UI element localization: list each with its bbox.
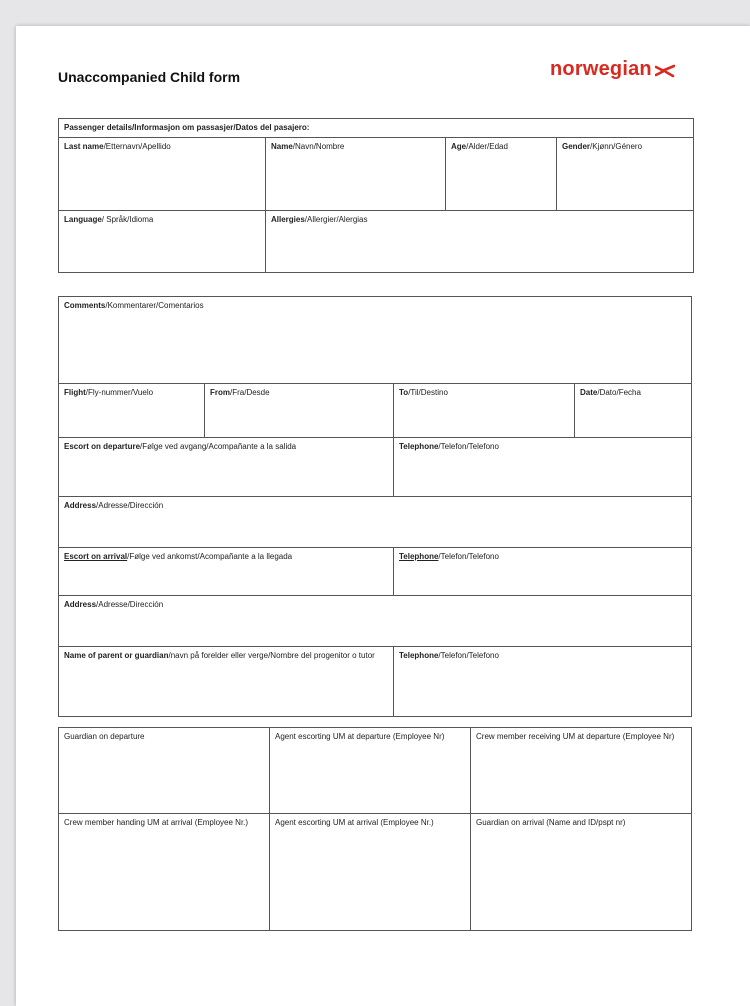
- form-title: Unaccompanied Child form: [58, 69, 241, 85]
- comments-field[interactable]: Comments/Kommentarer/Comentarios: [64, 301, 204, 310]
- guardian-departure-field[interactable]: Guardian on departure: [64, 732, 145, 741]
- guardian-arrival-field[interactable]: Guardian on arrival (Name and ID/pspt nr): [476, 818, 626, 827]
- parent-guardian-field[interactable]: Name of parent or guardian/navn på forelder eller verge/Nombre del progenitor o tutor: [64, 651, 375, 660]
- language-field[interactable]: Language/ Språk/Idioma: [64, 215, 154, 224]
- escort-departure-telephone-field[interactable]: Telephone/Telefon/Telefono: [399, 442, 499, 451]
- date-field[interactable]: Date/Dato/Fecha: [580, 388, 641, 397]
- last-name-field[interactable]: Last name/Etternavn/Apellido: [64, 142, 171, 151]
- name-field[interactable]: Name/Navn/Nombre: [271, 142, 345, 151]
- crew-handing-field[interactable]: Crew member handing UM at arrival (Employee Nr.): [64, 818, 249, 827]
- passenger-details-table: [58, 118, 694, 273]
- escort-arrival-field[interactable]: Escort on arrival/Følge ved ankomst/Acompañante a la llegada: [64, 552, 293, 561]
- departure-address-field[interactable]: Address/Adresse/Dirección: [59, 497, 691, 547]
- agent-arrival-field[interactable]: Agent escorting UM at arrival (Employee Nr.): [275, 818, 434, 827]
- trip-details-table: [58, 296, 692, 717]
- form-page: [16, 26, 750, 1006]
- gender-field[interactable]: Gender/Kjønn/Género: [562, 142, 643, 151]
- age-field[interactable]: Age/Alder/Edad: [451, 142, 508, 151]
- norwegian-logo: [550, 58, 675, 81]
- crew-receiving-field[interactable]: Crew member receiving UM at departure (Employee Nr): [476, 732, 675, 741]
- norwegian-airplane-icon: [655, 64, 675, 78]
- staff-handover-table: [58, 727, 692, 931]
- arrival-address-field[interactable]: Address/Adresse/Dirección: [59, 596, 691, 646]
- flight-field[interactable]: Flight/Fly-nummer/Vuelo: [64, 388, 154, 397]
- from-field[interactable]: From/Fra/Desde: [210, 388, 270, 397]
- agent-departure-field[interactable]: Agent escorting UM at departure (Employee Nr): [275, 732, 445, 741]
- to-field[interactable]: To/Til/Destino: [399, 388, 448, 397]
- allergies-field[interactable]: Allergies/Allergier/Alergias: [271, 215, 368, 224]
- escort-departure-field[interactable]: Escort on departure/Følge ved avgang/Acompañante a la salida: [64, 442, 297, 451]
- escort-arrival-telephone-field[interactable]: Telephone/Telefon/Telefono: [399, 552, 499, 561]
- passenger-details-header: Passenger details/Informasjon om passasjer/Datos del pasajero:: [64, 123, 310, 132]
- logo-text: norwegian: [550, 58, 652, 80]
- parent-telephone-field[interactable]: Telephone/Telefon/Telefono: [399, 651, 499, 660]
